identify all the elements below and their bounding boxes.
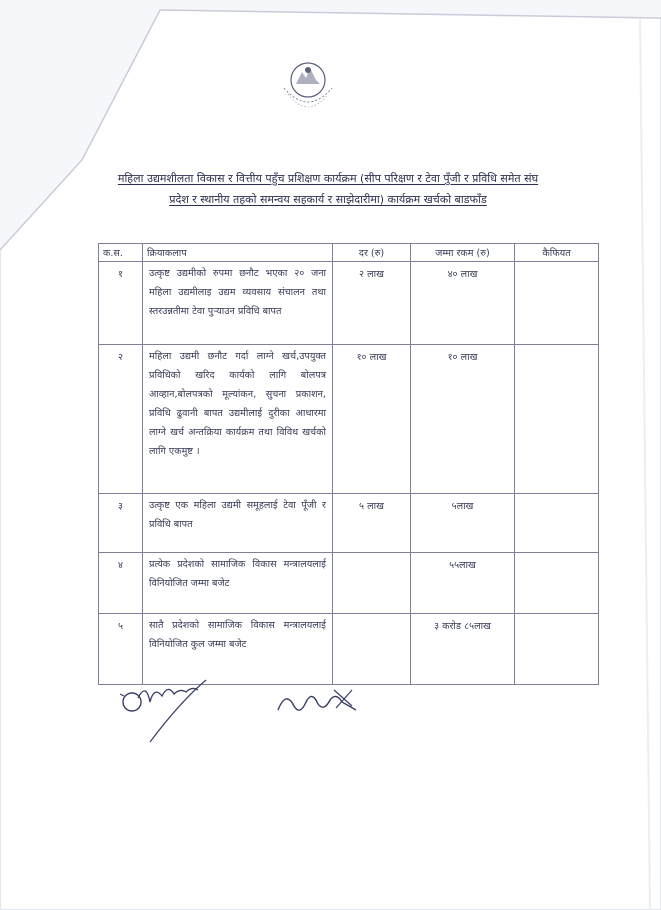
row-rate <box>333 614 411 685</box>
row-activity: प्रत्येक प्रदेशको सामाजिक विकास मन्त्रालयलाई विनियोजित जम्मा बजेट <box>143 553 333 614</box>
row-rate <box>333 553 411 614</box>
header-activity: क्रियाकलाप <box>143 244 333 262</box>
row-activity: महिला उद्यमी छनौट गर्दा लाग्ने खर्च,उपयुक्त प्रविधिको खरिद कार्यको लागि बोलपत्र आव्हान,बोलपत्रको मूल्यांकन, सुचना प्रकाशन, प्रविधि ढुवानी बापत उद्यमीलाई दुरीका आधारमा लाग्ने खर्च अन्तक्रिया कार्यक्रम तथा विविध खर्चको लागि एकमुष्ट । <box>143 345 333 494</box>
heading-line-2: प्रदेश र स्थानीय तहको समन्वय सहकार्य र साझेदारीमा) कार्यक्रम खर्चको बाडफाँड <box>169 193 487 206</box>
heading-line-1: महिला उद्यमशीलता विकास र वित्तीय पहुँच प्रशिक्षण कार्यक्रम (सीप परिक्षण र टेवा पुँजी र प्रविधि समेत संघ <box>117 172 539 185</box>
table-row <box>99 262 599 345</box>
table-row <box>99 345 599 494</box>
row-remarks <box>515 494 599 553</box>
row-remarks <box>515 614 599 685</box>
row-rate: २ लाख <box>333 262 411 345</box>
header-sn: क.स. <box>99 244 143 262</box>
header-remarks: कैफियत <box>515 244 599 262</box>
row-rate: ५ लाख <box>333 494 411 553</box>
row-sn: ५ <box>99 614 143 685</box>
row-rate: १० लाख <box>333 345 411 494</box>
government-emblem-seal <box>272 50 344 122</box>
table-header-row <box>99 244 599 262</box>
row-activity: उत्कृष्ट उद्यमीको रुपमा छनौट भएका २० जना महिला उद्यमीलाइ उद्यम व्यवसाय संचालन तथा स्तरउन्नतीमा टेवा पुऱ्याउन प्रविधि बापत <box>143 262 333 345</box>
handwritten-signature-left <box>110 672 230 752</box>
row-sn: ४ <box>99 553 143 614</box>
row-total: ३ करोड ८५लाख <box>411 614 515 685</box>
cost-allocation-table <box>98 243 599 685</box>
row-total: ५लाख <box>411 494 515 553</box>
header-total: जम्मा रकम (रु) <box>411 244 515 262</box>
row-remarks <box>515 553 599 614</box>
row-activity: सातै प्रदेशको सामाजिक विकास मन्त्रालयलाई विनियोजित कुल जम्मा बजेट <box>143 614 333 685</box>
row-remarks <box>515 345 599 494</box>
header-rate: दर (रु) <box>333 244 411 262</box>
row-activity: उत्कृष्ट एक महिला उद्यमी समूहलाई टेवा पूँजी र प्रविधि बापत <box>143 494 333 553</box>
row-total: ५५लाख <box>411 553 515 614</box>
table-row <box>99 494 599 553</box>
row-sn: १ <box>99 262 143 345</box>
row-remarks <box>515 262 599 345</box>
handwritten-signature-right <box>272 676 362 726</box>
table-row <box>99 553 599 614</box>
row-total: १० लाख <box>411 345 515 494</box>
row-sn: २ <box>99 345 143 494</box>
document-heading <box>108 168 548 210</box>
row-total: ४० लाख <box>411 262 515 345</box>
row-sn: ३ <box>99 494 143 553</box>
